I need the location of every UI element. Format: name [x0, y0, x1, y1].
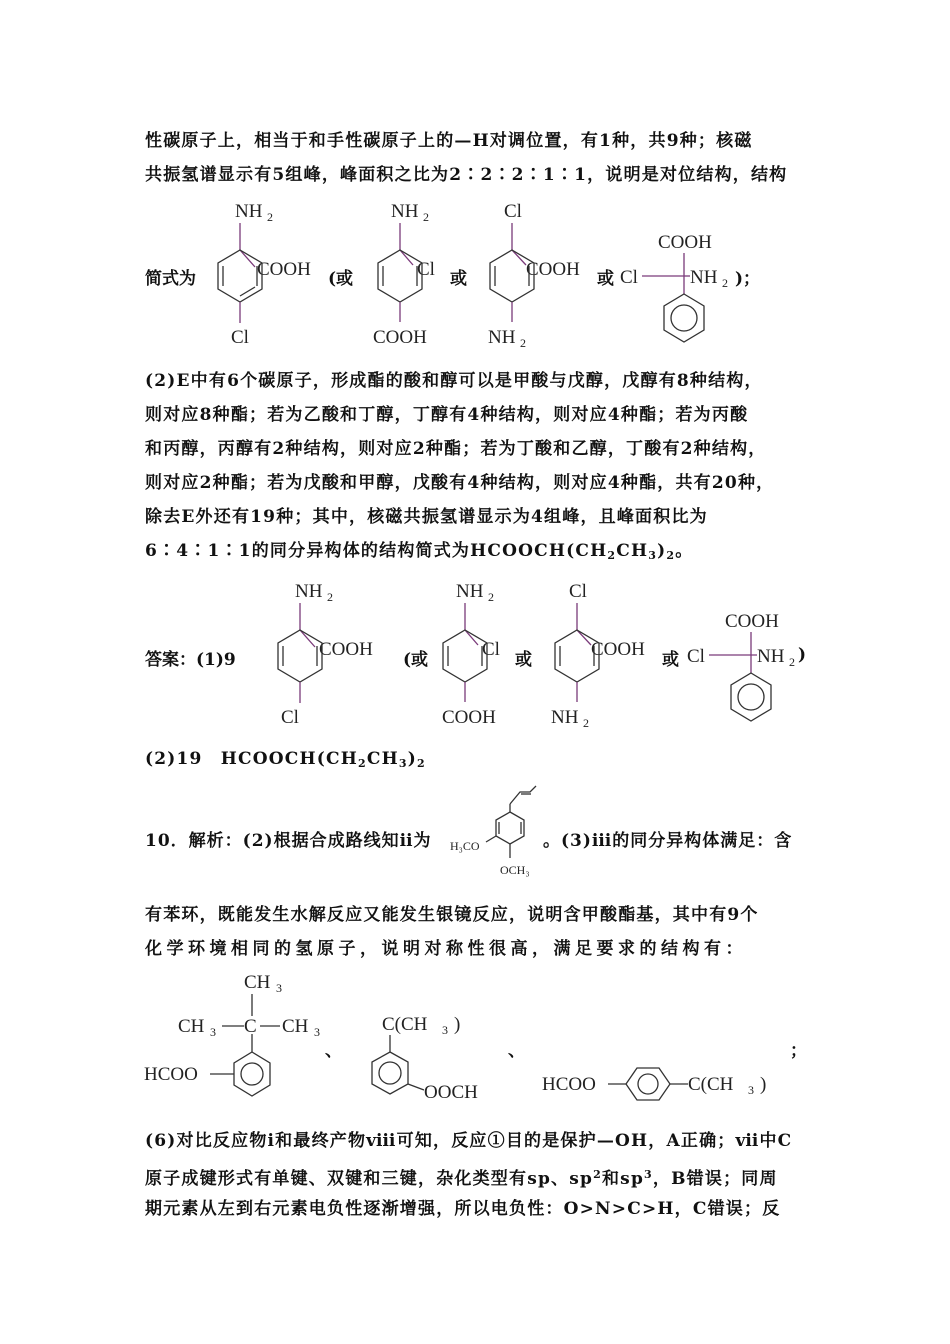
- molecule-structure: [420, 575, 520, 730]
- cl-label: Cl: [417, 259, 435, 280]
- subscript: 3: [648, 549, 658, 562]
- sub-label: 2: [267, 210, 273, 224]
- subscript: 3: [398, 757, 408, 770]
- nh2-label: NH: [551, 707, 579, 728]
- line-text: 则对应8种酯；若为乙酸和丁醇，丁醇有4种结构，则对应4种酯；若为丙酸: [145, 405, 749, 425]
- h3co-label: H₃CO: [450, 839, 480, 853]
- line-text: CH: [616, 541, 649, 561]
- sub-label: 3: [276, 981, 282, 995]
- cooh-label: COOH: [591, 639, 645, 660]
- cooh-label: COOH: [658, 232, 712, 253]
- text-line: [145, 748, 426, 775]
- separator: ；: [790, 1041, 807, 1061]
- text-line: [145, 164, 810, 186]
- text-line: [145, 1198, 810, 1220]
- sub-label: 3: [210, 1025, 216, 1039]
- sub-label: 3: [748, 1083, 754, 1097]
- sub-label: 2: [722, 276, 728, 290]
- cch3-label: C(CH: [382, 1014, 428, 1035]
- subscript: 2: [358, 757, 367, 770]
- nh2-label: NH: [456, 581, 484, 602]
- line-text: 性碳原子上，相当于和手性碳原子上的—H对调位置，有1种，共9种；核磁: [145, 131, 753, 151]
- cl-label: Cl: [687, 646, 705, 667]
- text-line: 。(3)ⅲ的同分异构体满足：含: [543, 831, 793, 851]
- line-text: ): [657, 541, 667, 561]
- cl-label: Cl: [504, 201, 522, 222]
- sub-label: 3: [442, 1023, 448, 1037]
- line-text: 则对应2种酯；若为戊酸和甲醇，戊酸有4种结构，则对应4种酯，共有20种，: [145, 473, 775, 493]
- nh2-label: NH: [295, 581, 323, 602]
- sub-label: 2: [488, 590, 494, 604]
- or-label: (或: [403, 650, 429, 670]
- separator: 、: [508, 1041, 525, 1061]
- or-label: (或: [328, 269, 354, 289]
- line-text: CH: [366, 749, 399, 769]
- och3-label: OCH₃: [500, 863, 530, 877]
- subscript: 2: [607, 549, 617, 562]
- molecule-structure: [255, 575, 395, 730]
- cl-label: Cl: [620, 267, 638, 288]
- molecule-structure: [355, 195, 455, 350]
- sub-label: 3: [314, 1025, 320, 1039]
- line-text: 和丙醇，丙醇有2种结构，则对应2种酯；若为丁酸和乙醇，丁酸有2种结构，: [145, 439, 767, 459]
- cooh-label: COOH: [319, 639, 373, 660]
- cooh-label: COOH: [257, 259, 311, 280]
- line-text: (6)对比反应物ⅰ和最终产物ⅷ可知，反应①目的是保护—OH，A正确；ⅶ中C: [145, 1131, 793, 1151]
- molecule-structure: [195, 195, 330, 350]
- separator: 、: [325, 1041, 342, 1061]
- answer-label: 答案：(1)9: [145, 650, 236, 670]
- sub-label: 2: [423, 210, 429, 224]
- nh2-label: NH: [757, 646, 785, 667]
- end-label: )；: [735, 269, 761, 289]
- line-text: 除去E外还有19种；其中，核磁共振氢谱显示为4组峰，且峰面积比为: [145, 507, 708, 527]
- text-line: [145, 472, 810, 494]
- cl-label: Cl: [569, 581, 587, 602]
- nh2-label: NH: [391, 201, 419, 222]
- ch3-label: CH: [244, 972, 271, 993]
- molecule-structure: [448, 782, 543, 882]
- line-text: 和sp: [601, 1169, 645, 1189]
- end-label: ): [798, 645, 807, 665]
- text-line: [145, 506, 810, 528]
- line-text: 有苯环，既能发生水解反应又能发生银镜反应，说明含甲酸酯基，其中有9个: [145, 905, 759, 925]
- cooh-label: COOH: [526, 259, 580, 280]
- line-text: (2)E中有6个碳原子，形成酯的酸和醇可以是甲酸与戊醇，戊醇有8种结构，: [145, 371, 763, 391]
- sub-label: 2: [520, 336, 526, 350]
- molecule-structure: [358, 1010, 508, 1105]
- line-text: ，B错误；同周: [652, 1169, 778, 1189]
- text-line: [145, 904, 810, 926]
- text-line: [145, 370, 810, 392]
- sub-label: 2: [583, 716, 589, 730]
- cch3-label: C(CH: [688, 1074, 734, 1095]
- text-line: [145, 1130, 810, 1152]
- line-text: 原子成键形式有单键、双键和三键，杂化类型有sp、sp: [145, 1169, 594, 1189]
- molecule-structure: [685, 607, 805, 732]
- nh2-label: NH: [235, 201, 263, 222]
- text-line: [145, 938, 747, 960]
- line-text: (2)19 HCOOCH(CH: [145, 749, 359, 769]
- or-label: 或: [597, 269, 614, 289]
- line-text: 。: [675, 541, 694, 561]
- cl-label: Cl: [281, 707, 299, 728]
- paren-label: ): [760, 1074, 767, 1095]
- ooch-label: OOCH: [424, 1082, 478, 1103]
- or-label: 或: [662, 650, 679, 670]
- cooh-label: COOH: [725, 611, 779, 632]
- or-label: 或: [450, 269, 467, 289]
- molecule-structure: [538, 1060, 788, 1105]
- subscript: 2: [416, 757, 426, 770]
- text-line: 10．解析：(2)根据合成路线知ⅱ为: [145, 831, 432, 851]
- cl-label: Cl: [482, 639, 500, 660]
- nh2-label: NH: [690, 267, 718, 288]
- molecule-structure: [618, 228, 738, 353]
- molecule-structure: [140, 968, 340, 1103]
- superscript: 3: [644, 1168, 653, 1181]
- ch3-label: CH: [178, 1016, 205, 1037]
- text-line: [145, 438, 810, 460]
- text-line: [145, 540, 693, 567]
- molecule-structure: [535, 575, 665, 730]
- cooh-label: COOH: [442, 707, 496, 728]
- or-label: 或: [515, 650, 532, 670]
- structure-label: 简式为: [145, 269, 196, 289]
- superscript: 2: [593, 1168, 602, 1181]
- cl-label: Cl: [231, 327, 249, 348]
- sub-label: 2: [789, 655, 795, 669]
- nh2-label: NH: [488, 327, 516, 348]
- cooh-label: COOH: [373, 327, 427, 348]
- line-text: 期元素从左到右元素电负性逐渐增强，所以电负性：O>N>C>H，C错误；反: [145, 1199, 781, 1219]
- paren-label: ): [454, 1014, 461, 1035]
- text-line: [145, 1164, 778, 1190]
- hcoo-label: HCOO: [144, 1064, 198, 1085]
- sub-label: 2: [327, 590, 333, 604]
- hcoo-label: HCOO: [542, 1074, 596, 1095]
- molecule-structure: [470, 195, 600, 350]
- text-line: [145, 130, 810, 152]
- c-label: C: [244, 1016, 257, 1037]
- subscript: 2: [666, 549, 676, 562]
- text-line: [145, 404, 810, 426]
- line-text: 化学环境相同的氢原子，说明对称性很高，满足要求的结构有：: [145, 939, 747, 959]
- ch3-label: CH: [282, 1016, 309, 1037]
- line-text: 共振氢谱显示有5组峰，峰面积之比为2∶2∶2∶1∶1，说明是对位结构，结构: [145, 165, 788, 185]
- line-text: ): [407, 749, 417, 769]
- line-text: 6∶4∶1∶1的同分异构体的结构简式为HCOOCH(CH: [145, 541, 608, 561]
